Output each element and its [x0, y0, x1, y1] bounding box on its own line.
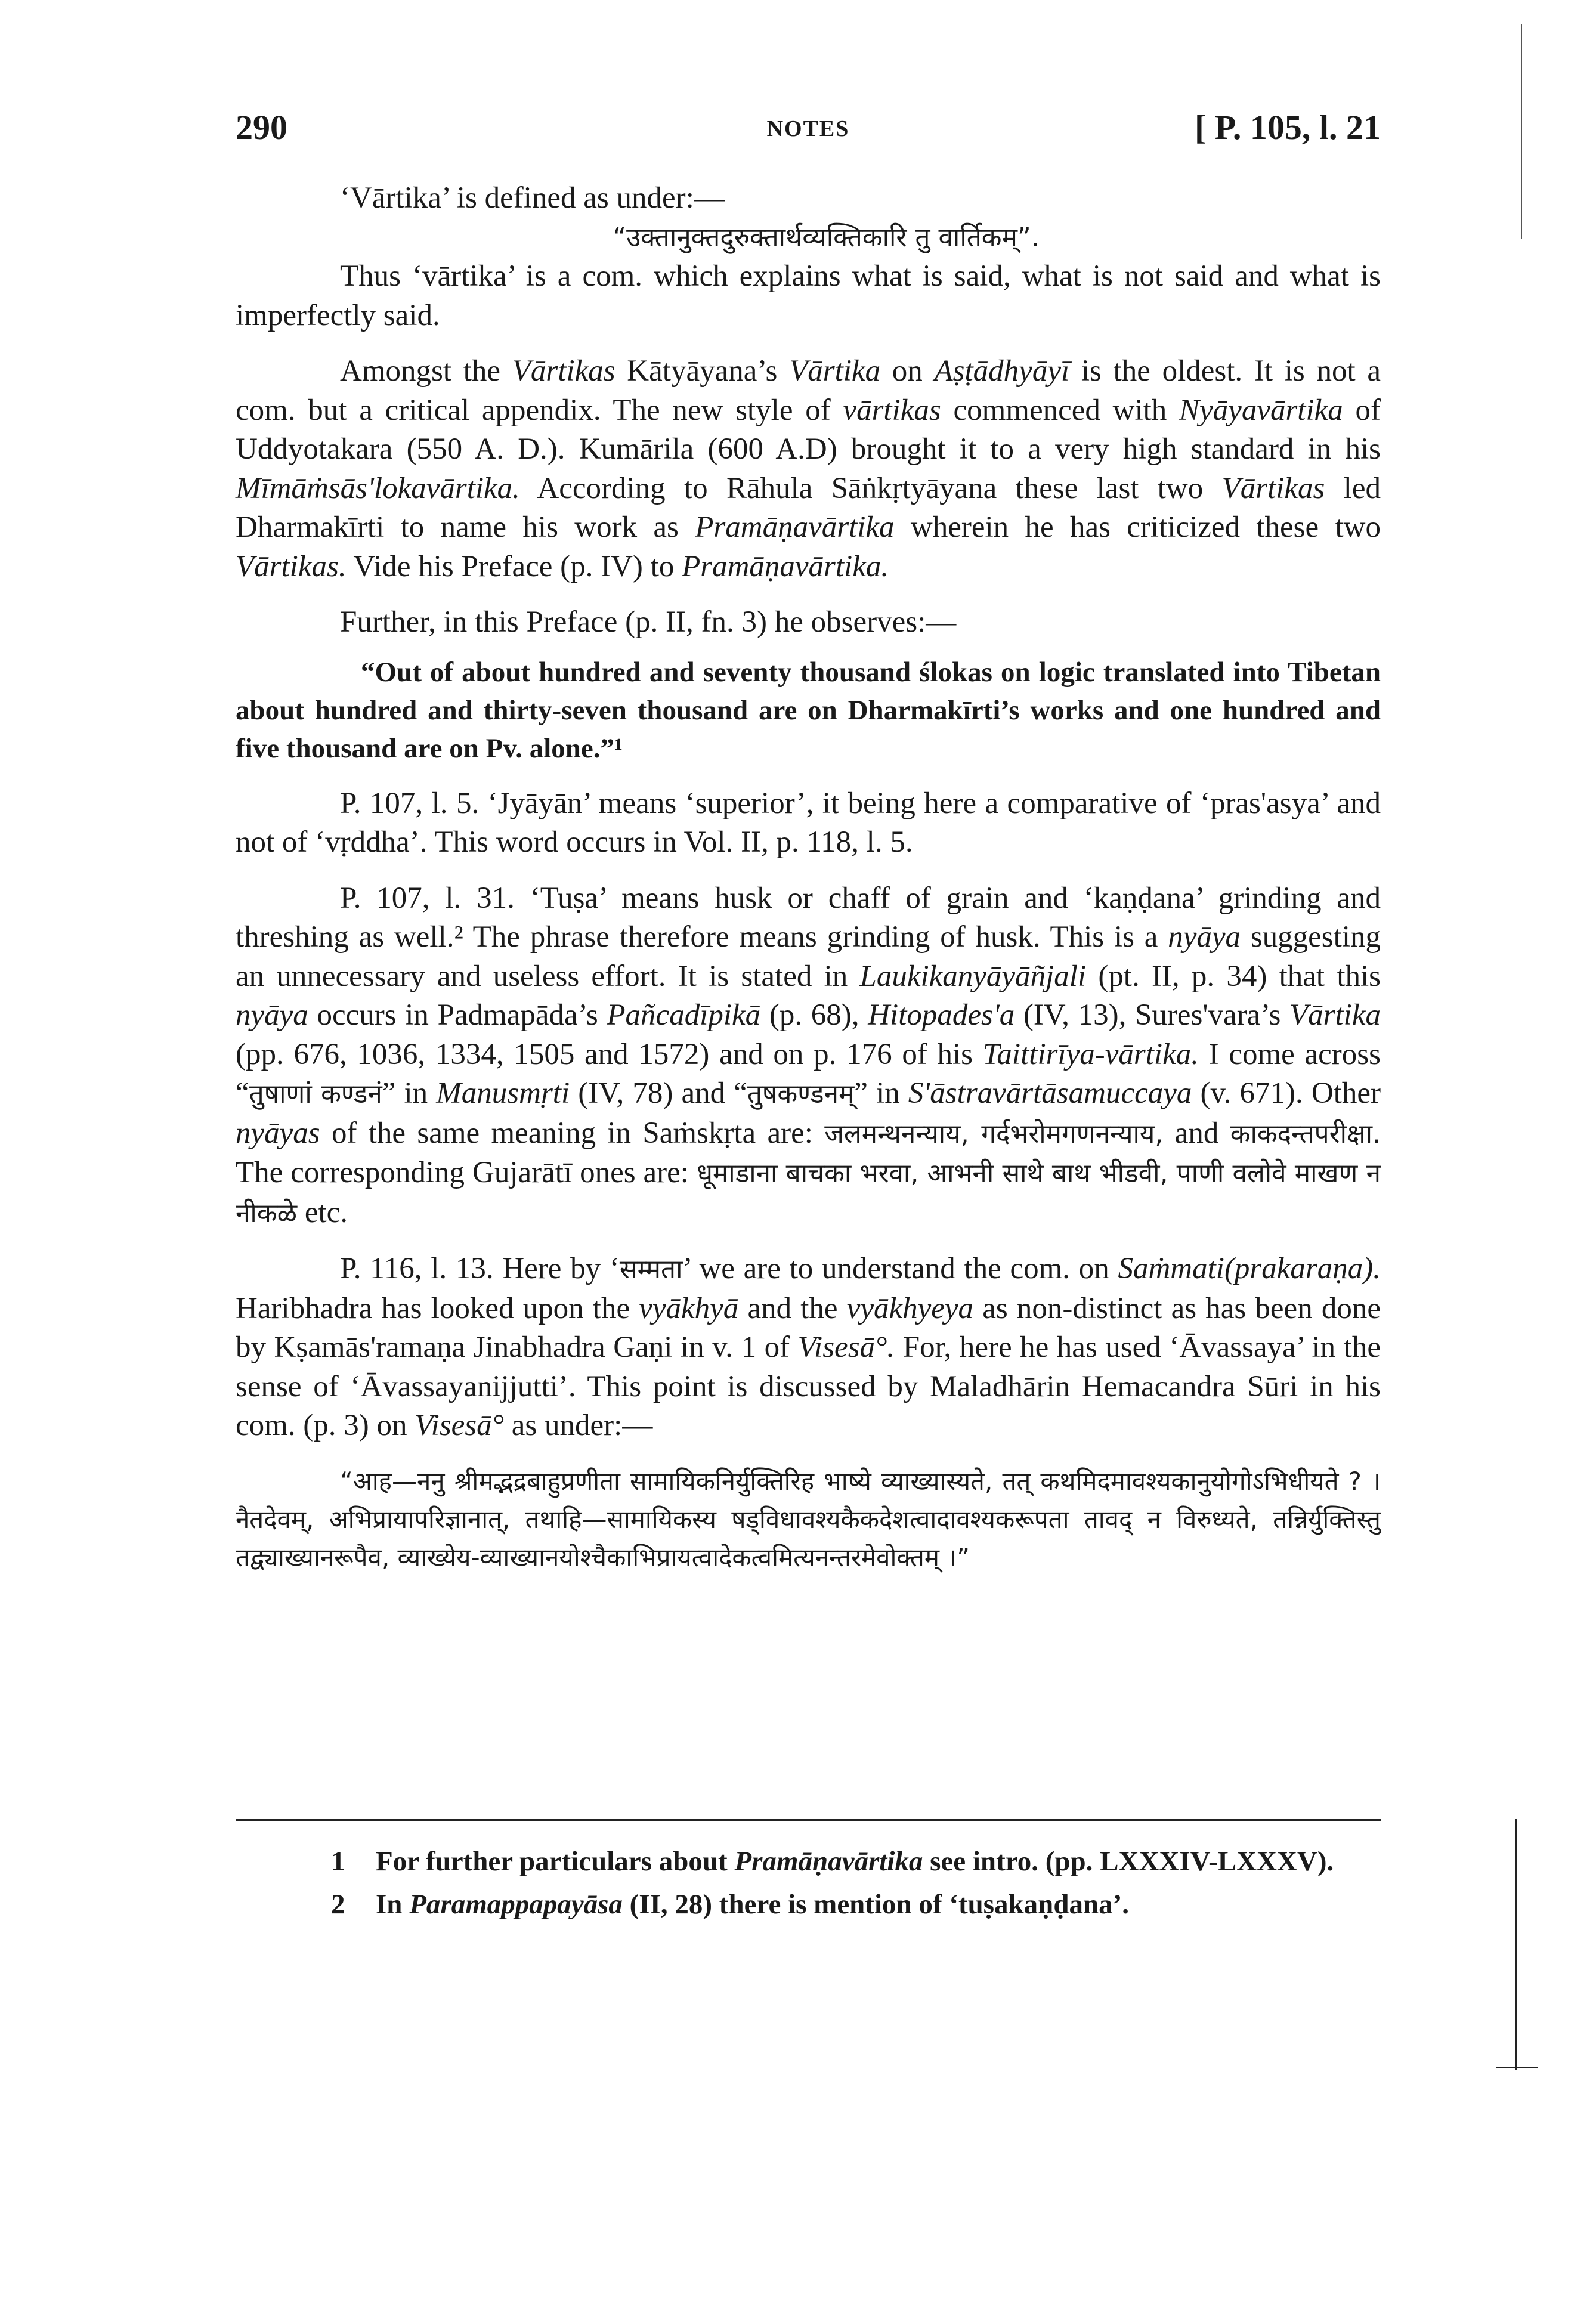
- footnotes: [236, 1843, 1381, 1929]
- footnote-2: [236, 1886, 1381, 1923]
- margin-line: [1515, 1819, 1517, 2070]
- footnote-rule: [236, 1819, 1381, 1821]
- paragraph-vartikas-history: Amongst the Vārtikas Kātyāyana’s Vārtika on Aṣṭādhyāyī is the oldest. It is not a com. but a critical appendix. The new style of vārtikas commenced with Nyāyavārtika of Uddyotakara (550 A. D.). Kumārila (600 A.D) brought it to a very high standard in his Mīmāṁsās'lokavārtika. According to Rāhula Sāṅkṛtyāyana these last two Vārtikas led Dharmakīrti to name his work as Pramāṇavārtika wherein he has criticized these two Vārtikas. Vide his Preface (p. IV) to Pramāṇavārtika.: [236, 354, 1381, 583]
- footnote-number: 1: [331, 1846, 345, 1877]
- page-header: [236, 107, 1381, 155]
- running-head: NOTES: [766, 116, 850, 141]
- block-quote-slokas: “Out of about hundred and seventy thousand ślokas on logic translated into Tibetan about hundred and thirty-seven thousand are on Dharmakīrti’s works and one hundred and five thousand are on Pv. alone.”¹: [236, 656, 1381, 764]
- footnote-text: For further particulars about Pramāṇavārtika see intro. (pp. LXXXIV-LXXXV).: [376, 1846, 1334, 1877]
- note-p107-l31: P. 107, l. 31. ‘Tuṣa’ means husk or chaff of grain and ‘kaṇḍana’ grinding and threshing as well.² The phrase therefore means grinding of husk. This is a nyāya suggesting an unnecessary and useless effort. It is stated in Laukikanyāyāñjali (pt. II, p. 34) that this nyāya occurs in Padmapāda’s Pañcadīpikā (p. 68), Hitopades'a (IV, 13), Sures'vara’s Vārtika (pp. 676, 1036, 1334, 1505 and 1572) and on p. 176 of his Taittirīya-vārtika. I come across “तुषाणां कण्डनं” in Manusmṛti (IV, 78) and “तुषकण्डनम्” in S'āstravārtāsamuccaya (v. 671). Other nyāyas of the same meaning in Saṁskṛta are: जलमन्थनन्याय, गर्दभरोमगणनन्याय, and काकदन्तपरीक्षा. The corresponding Gujarātī ones are: धूमाडाना बाचका भरवा, आभनी साथे बाथ भीडवी, पाणी वलोवे माखण न नीकळे etc.: [236, 881, 1381, 1229]
- footnote-number: 2: [331, 1889, 345, 1920]
- page-number: 290: [236, 108, 287, 147]
- margin-tick: [1496, 2067, 1538, 2068]
- paragraph-preface-observation: Further, in this Preface (p. II, fn. 3) he observes:—: [340, 605, 957, 639]
- note-p107-l5: P. 107, l. 5. ‘Jyāyān’ means ‘superior’, it being here a comparative of ‘pras'asya’ and not of ‘vṛddha’. This word occurs in Vol. II, p. 118, l. 5.: [236, 786, 1381, 859]
- page-body: [236, 179, 1381, 1577]
- sanskrit-commentary-quote: “आह—ननु श्रीमद्भद्रबाहुप्रणीता सामायिकनिर्युक्तिरिह भाष्ये व्याख्यास्यते, तत् कथमिदमावश्यकानुयोगोऽभिधीयते ? । नैतदेवम्, अभिप्रायापरिज्ञानात्, तथाहि—सामायिकस्य षड्विधावश्यकैकदेशत्वादावश्यकरूपता तावद् न विरुध्यते, तन्निर्युक्तिस्तु तद्व्याख्यानरूपैव, व्याख्येय-व्याख्यानयोश्चैकाभिप्रायत्वादेकत्वमित्यनन्तरमेवोक्तम् ।”: [236, 1466, 1381, 1572]
- sanskrit-definition-verse: “उक्तानुक्तदुरुक्तार्थव्यक्तिकारि तु वार्तिकम्”.: [613, 222, 1040, 253]
- paragraph-vartika-meaning: Thus ‘vārtika’ is a com. which explains what is said, what is not said and what is imperfectly said.: [236, 259, 1381, 332]
- paragraph-vartika-definition: ‘Vārtika’ is defined as under:—: [340, 181, 725, 215]
- footnote-1: [236, 1843, 1381, 1880]
- scan-edge-line: [1521, 24, 1522, 239]
- page-reference: [ P. 105, l. 21: [1194, 108, 1381, 147]
- note-p116-l13: P. 116, l. 13. Here by ‘सम्मता’ we are to understand the com. on Saṁmati(prakaraṇa). Haribhadra has looked upon the vyākhyā and the vyākhyeya as non-distinct as has been done by Kṣamās'ramaṇa Jinabhadra Gaṇi in v. 1 of Visesā°. For, here he has used ‘Āvassaya’ in the sense of ‘Āvassayanijjutti’. This point is discussed by Maladhārin Hemacandra Sūri in his com. (p. 3) on Visesā° as under:—: [236, 1252, 1381, 1442]
- footnote-text: In Paramappapayāsa (II, 28) there is mention of ‘tuṣakaṇḍana’.: [376, 1889, 1130, 1920]
